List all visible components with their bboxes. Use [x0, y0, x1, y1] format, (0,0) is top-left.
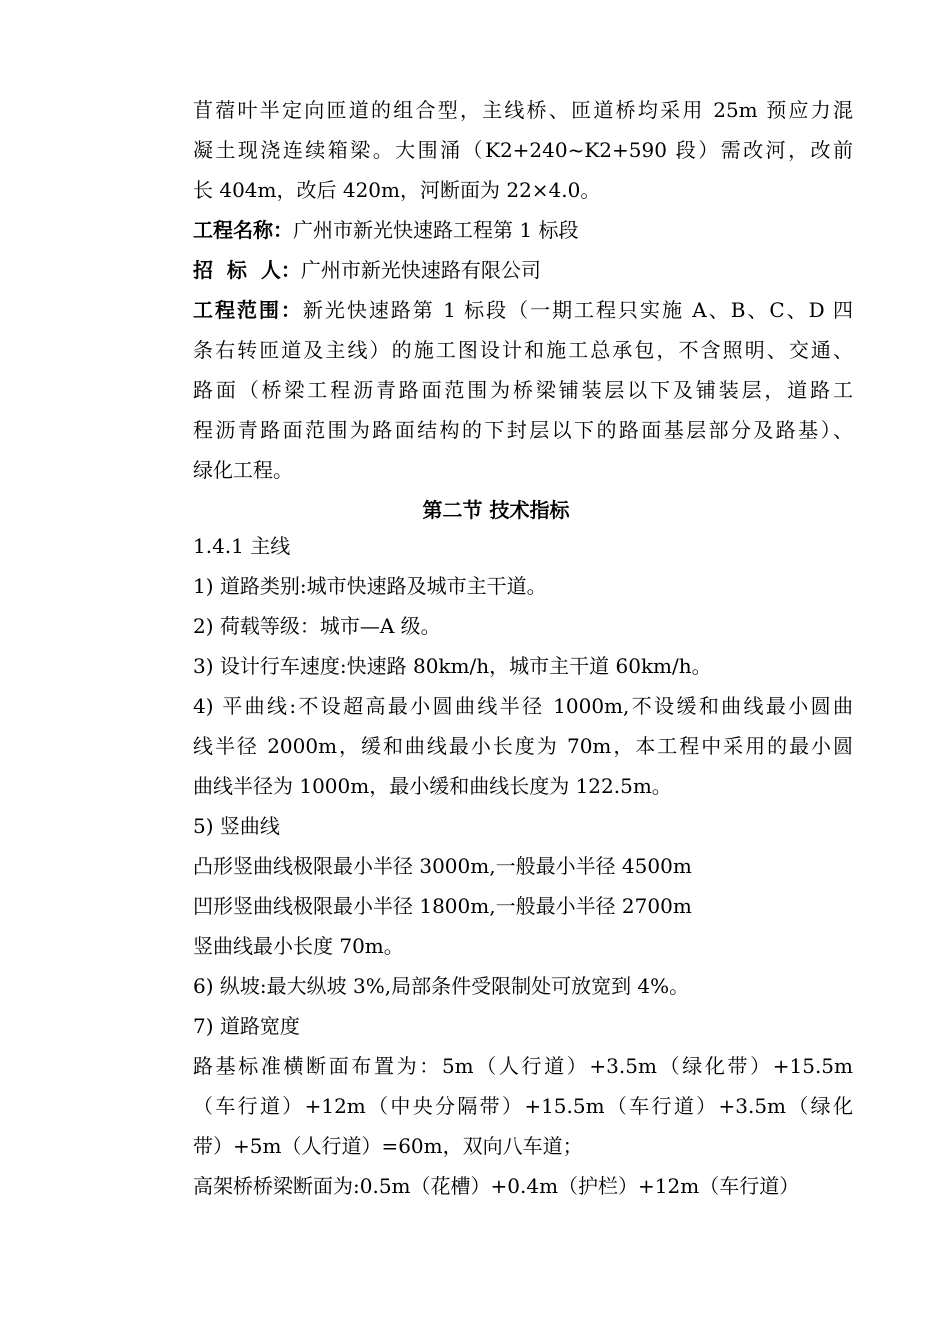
tech-item-10: 竖曲线最小长度 70m。: [193, 934, 404, 958]
tech-item-2: 2) 荷载等级：城市—A 级。: [193, 614, 441, 638]
tech-item-3: 3) 设计行车速度:快速路 80km/h，城市主干道 60km/h。: [193, 654, 712, 678]
tech-item-1: 1) 道路类别:城市快速路及城市主干道。: [193, 574, 547, 598]
tech-item-7: 5) 竖曲线: [193, 814, 280, 838]
project-name-label: 工程名称：: [193, 218, 293, 242]
intro-line-3: 长 404m，改后 420m，河断面为 22×4.0。: [193, 178, 601, 202]
intro-line-2: 凝土现浇连续箱梁。大围涌（K2+240~K2+590 段）需改河，改前: [193, 138, 853, 162]
tech-item-13: 路基标准横断面布置为：5m（人行道）+3.5m（绿化带）+15.5m: [193, 1054, 853, 1078]
tech-item-15: 带）+5m（人行道）=60m，双向八车道；: [193, 1134, 583, 1158]
tech-item-16: 高架桥桥梁断面为:0.5m（花槽）+0.4m（护栏）+12m（车行道）: [193, 1174, 800, 1198]
project-name-row: [193, 210, 853, 250]
tech-item-4: 4) 平曲线:不设超高最小圆曲线半径 1000m,不设缓和曲线最小圆曲: [193, 694, 853, 718]
tech-item-12: 7) 道路宽度: [193, 1014, 300, 1038]
tenderer-row: [193, 250, 853, 290]
tech-item-8: 凸形竖曲线极限最小半径 3000m,一般最小半径 4500m: [193, 854, 692, 878]
tenderer-value: 广州市新光快速路有限公司: [300, 258, 541, 282]
tech-item-6: 曲线半径为 1000m，最小缓和曲线长度为 122.5m。: [193, 774, 672, 798]
scope-line-5: 绿化工程。: [193, 458, 293, 482]
tech-item-5: 线半径 2000m，缓和曲线最小长度为 70m，本工程中采用的最小圆: [193, 734, 853, 758]
scope-line-4: 程沥青路面范围为路面结构的下封层以下的路面基层部分及路基）、: [193, 418, 853, 442]
tech-item-11: 6) 纵坡:最大纵坡 3%,局部条件受限制处可放宽到 4%。: [193, 974, 690, 998]
tech-item-14: （车行道）+12m（中央分隔带）+15.5m（车行道）+3.5m（绿化: [193, 1094, 853, 1118]
scope-line-2: 条右转匝道及主线）的施工图设计和施工总承包，不含照明、交通、: [193, 338, 853, 362]
scope-label: 工程范围：: [193, 298, 303, 322]
project-name-value: 广州市新光快速路工程第 1 标段: [293, 218, 579, 242]
scope-line-1: 新光快速路第 1 标段（一期工程只实施 A、B、C、D 四: [302, 298, 854, 322]
tech-item-9: 凹形竖曲线极限最小半径 1800m,一般最小半径 2700m: [193, 894, 692, 918]
tenderer-label: 招 标 人：: [193, 258, 301, 282]
intro-line-1: 苜蓿叶半定向匝道的组合型，主线桥、匝道桥均采用 25m 预应力混: [193, 98, 853, 122]
scope-line-3: 路面（桥梁工程沥青路面范围为桥梁铺装层以下及铺装层，道路工: [193, 378, 853, 402]
section-heading: 第二节 技术指标: [422, 498, 570, 522]
scope-row-1: [193, 290, 853, 330]
tech-subheading: 1.4.1 主线: [193, 534, 291, 558]
